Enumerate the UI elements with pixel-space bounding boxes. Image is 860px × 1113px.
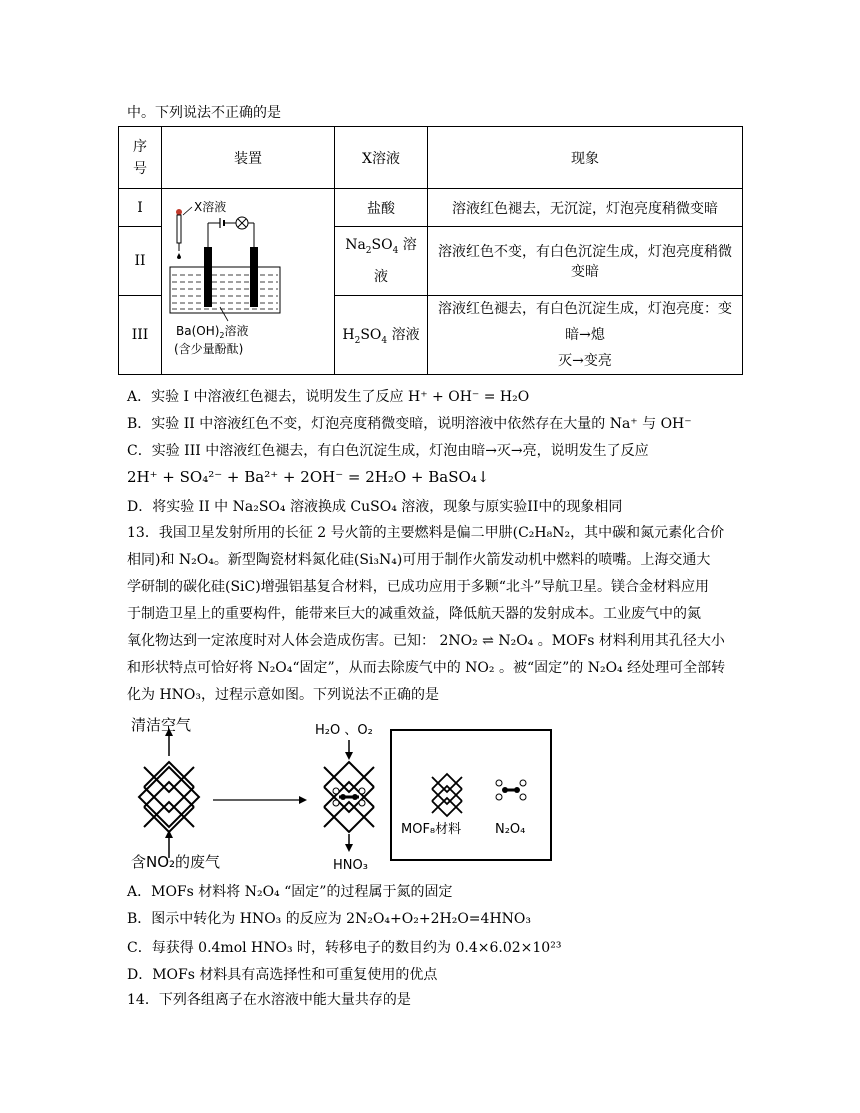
- q12-option-c-equation: 2H⁺ + SO₄²⁻ + Ba²⁺ + 2OH⁻ = 2H₂O + BaSO₄↓: [127, 468, 490, 486]
- q13-line-2: 相同)和 N₂O₄。新型陶瓷材料氮化硅(Si₃N₄)可用于制作火箭发动机中燃料的喷嘴。上海交通大: [127, 552, 711, 568]
- q13-option-a: A．MOFs 材料将 N₂O₄ “固定”的过程属于氮的固定: [127, 884, 453, 900]
- q12-option-c-line1: C．实验 III 中溶液红色褪去，有白色沉淀生成，灯泡由暗→灭→亮，说明发生了反应: [127, 443, 649, 459]
- q13-line-4: 于制造卫星上的重要构件，能带来巨大的减重效益，降低航天器的发射成本。工业废气中的氮: [127, 606, 701, 622]
- waste-gas-label: 含NO₂的废气: [131, 853, 221, 871]
- apparatus-cell: [162, 189, 335, 375]
- q13-option-d: D．MOFs 材料具有高选择性和可重复使用的优点: [127, 967, 438, 983]
- q13-line-5: 氧化物达到一定浓度时对人体会造成伤害。已知： 2NO₂ ⇌ N₂O₄ 。MOFs 材料利用其孔径大小: [127, 633, 725, 649]
- row-1-x: 盐酸: [335, 189, 428, 227]
- row-1-id: I: [119, 189, 162, 227]
- header-apparatus: 装置: [162, 127, 335, 189]
- reactants-label: H₂O 、O₂: [315, 723, 373, 738]
- row-1-phenomenon: 溶液红色褪去，无沉淀，灯泡亮度稍微变暗: [428, 189, 743, 227]
- phenolphthalein-label: (含少量酚酞): [174, 341, 244, 356]
- q13-line-6: 和形状特点可恰好将 N₂O₄“固定”，从而去除废气中的 NO₂ 。被“固定”的 N₂O₄ 经处理可全部转: [127, 660, 726, 676]
- q13-line-3: 学研制的碳化硅(SiC)增强铝基复合材料，已成功应用于多颗“北斗”导航卫星。镁合金材料应用: [127, 579, 710, 595]
- mof-process-diagram: [127, 712, 557, 874]
- legend-mof-label: MOF₈材料: [401, 822, 462, 837]
- row-3-id: III: [119, 296, 162, 375]
- header-x: X溶液: [335, 127, 428, 189]
- header-phenomenon: 现象: [428, 127, 743, 189]
- q14-stem: 14．下列各组离子在水溶液中能大量共存的是: [127, 992, 411, 1008]
- row-3-x: $H_2SO_4$ 溶液: [335, 296, 428, 375]
- row-2-phenomenon: 溶液红色不变，有白色沉淀生成，灯泡亮度稍微变暗: [428, 227, 743, 296]
- apparatus-diagram: [162, 195, 322, 369]
- clean-air-label: 清洁空气: [131, 716, 192, 734]
- baoh2-label: $Ba(OH)_2$溶液: [176, 323, 249, 340]
- row-2-x: $Na_2SO_4$ 溶 液: [335, 227, 428, 296]
- q13-line-1: 13．我国卫星发射所用的长征 2 号火箭的主要燃料是偏二甲肼(C₂H₈N₂，其中碳和氮元素化合价: [127, 525, 725, 541]
- experiment-table: [118, 126, 743, 375]
- legend-mof-icon: [432, 774, 462, 816]
- x-solution-label: X溶液: [194, 199, 227, 214]
- header-seq: 序号: [119, 127, 162, 189]
- row-3-phenomenon: 溶液红色褪去，有白色沉淀生成，灯泡亮度：变暗→熄 灭→变亮: [428, 296, 743, 375]
- q12-option-b: B．实验 II 中溶液红色不变，灯泡亮度稍微变暗，说明溶液中依然存在大量的 Na⁺ 与 OH⁻: [127, 416, 692, 432]
- legend-box: [391, 730, 551, 860]
- q13-option-b: B．图示中转化为 HNO₃ 的反应为 2N₂O₄+O₂+2H₂O=4HNO₃: [127, 911, 531, 927]
- mof-loaded: [324, 762, 374, 832]
- legend-n2o4-label: N₂O₄: [495, 822, 526, 837]
- q12-option-d: D．将实验 II 中 Na₂SO₄ 溶液换成 CuSO₄ 溶液，现象与原实验II中的现象相同: [127, 499, 623, 515]
- mof-left: [139, 762, 199, 832]
- q13-line-7: 化为 HNO₃，过程示意如图。下列说法不正确的是: [127, 687, 439, 703]
- q12-option-a: A．实验 I 中溶液红色褪去，说明发生了反应 H⁺ + OH⁻ = H₂O: [127, 389, 530, 405]
- legend-n2o4-icon: [496, 780, 526, 800]
- hno3-label: HNO₃: [333, 858, 368, 873]
- q13-option-c: C．每获得 0.4mol HNO₃ 时，转移电子的数目约为 0.4×6.02×10²³: [127, 940, 562, 956]
- row-2-id: II: [119, 227, 162, 296]
- intro-text: 中。下列说法不正确的是: [127, 105, 281, 121]
